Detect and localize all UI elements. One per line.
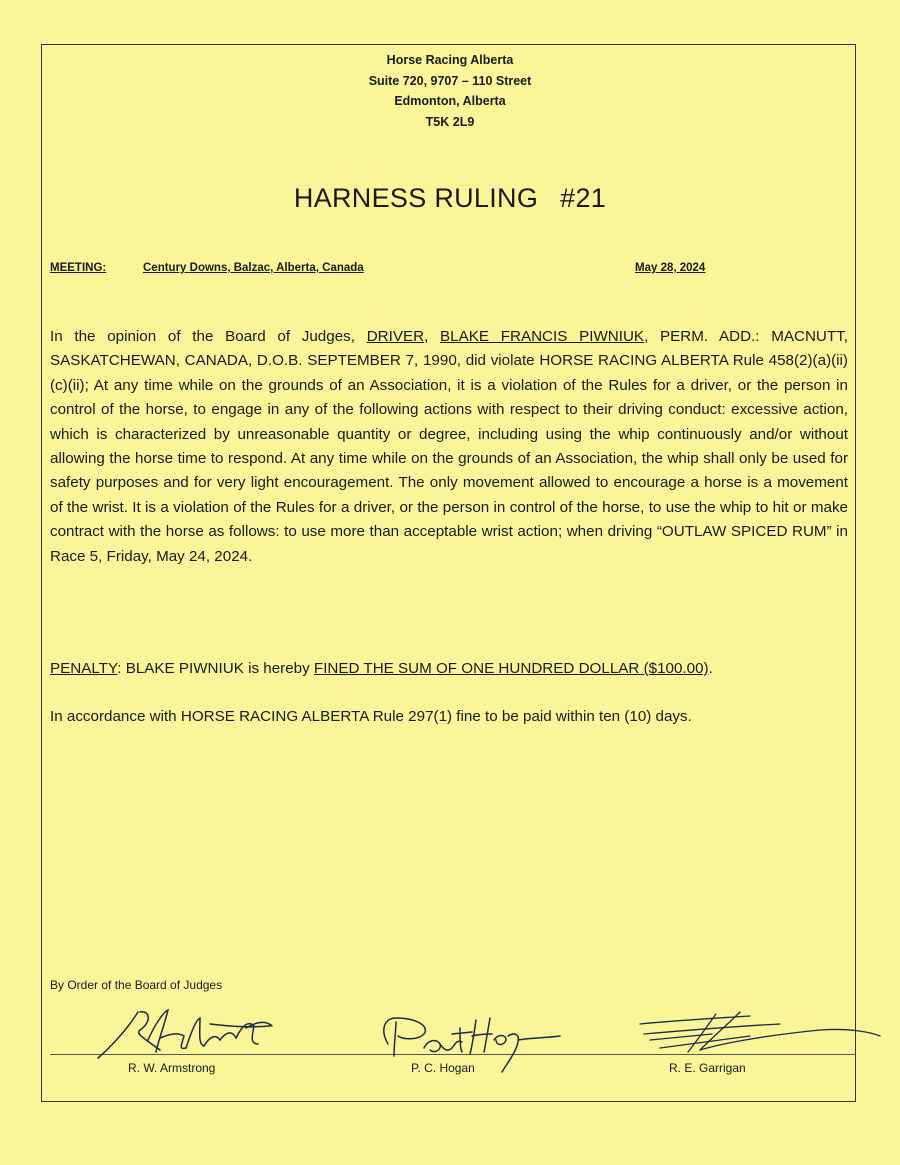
body-text: , PERM. ADD.: MACNUTT, SASKATCHEWAN, CANADA, D.O.B. SEPTEMBER 7, 1990, did violate HORSE RACING ALBERTA Rule 458(2)(a)(ii)(c)(ii); At any time while on the grounds of an Association, it is a violation of the Rules for a driver, or the person in control of the horse, to engage in any of the following actions with respect to their driving conduct: excessive action, which is characterized by unreasonable quantity or degree, including using the whip continuously and/or without allowing the horse time to respond. At any time while on the grounds of an Association, the whip shall only be used for safety purposes and for very light encouragement. The only movement allowed to encourage a horse is a movement of the wrist. It is a violation of the Rules for a driver, or the person in control of the horse, to use the whip to hit or make contract with the horse as follows: to use more than acceptable wrist action; when driving “OUTLAW SPICED RUM” in Race 5, Friday, May 24, 2024.: [50, 328, 848, 565]
by-order-label: By Order of the Board of Judges: [50, 978, 223, 992]
signature-line: [50, 1054, 856, 1055]
accordance-line: In accordance with HORSE RACING ALBERTA Rule 297(1) fine to be paid within ten (10) days.: [50, 708, 692, 725]
meeting-place: Century Downs, Balzac, Alberta, Canada: [143, 262, 364, 274]
meeting-date: May 28, 2024: [635, 262, 706, 274]
ruling-number: #21: [560, 183, 607, 213]
judge-name-hogan: P. C. Hogan: [411, 1061, 475, 1075]
body-driver-name: BLAKE FRANCIS PIWNIUK: [440, 328, 645, 345]
penalty-line: [50, 660, 713, 677]
penalty-end: .: [708, 660, 713, 677]
address-line-2: Edmonton, Alberta: [394, 94, 506, 108]
org-name: Horse Racing Alberta: [386, 53, 514, 67]
address-line-1: Suite 720, 9707 – 110 Street: [368, 73, 532, 88]
body-intro: In the opinion of the Board of Judges,: [50, 328, 355, 345]
postal-code: T5K 2L9: [425, 114, 475, 129]
judge-name-armstrong: R. W. Armstrong: [128, 1061, 216, 1075]
meeting-label: MEETING:: [50, 262, 107, 274]
page-title: [0, 183, 900, 214]
letterhead: [0, 50, 900, 132]
penalty-text: : BLAKE PIWNIUK is hereby: [117, 660, 314, 677]
penalty-fine: FINED THE SUM OF ONE HUNDRED DOLLAR ($100.00): [313, 660, 709, 677]
ruling-body: In the opinion of the Board of Judges, DRIVER, BLAKE FRANCIS PIWNIUK, PERM. ADD.: MACNUTT, SASKATCHEWAN, CANADA, D.O.B. SEPTEMBER 7, 1990, did violate HORSE RACING ALBERTA Rule 458(2)(a)(ii)(c)(ii); At any time while on the grounds of an Association, it is a violation of the Rules for a driver, or the person in control of the horse, to engage in any of the following actions with respect to their driving conduct: excessive action, which is characterized by unreasonable quantity or degree, including using the whip continuously and/or without allowing the horse time to respond. At any time while on the grounds of an Association, the whip shall only be used for safety purposes and for very light encouragement. The only movement allowed to encourage a horse is a movement of the wrist. It is a violation of the Rules for a driver, or the person in control of the horse, to use the whip to hit or make contract with the horse as follows: to use more than acceptable wrist action; when driving “OUTLAW SPICED RUM” in Race 5, Friday, May 24, 2024.: [50, 328, 848, 565]
penalty-label: PENALTY: [50, 660, 118, 677]
title-text: HARNESS RULING: [293, 183, 539, 213]
judge-name-garrigan: R. E. Garrigan: [669, 1061, 746, 1075]
body-role: DRIVER: [366, 328, 425, 345]
